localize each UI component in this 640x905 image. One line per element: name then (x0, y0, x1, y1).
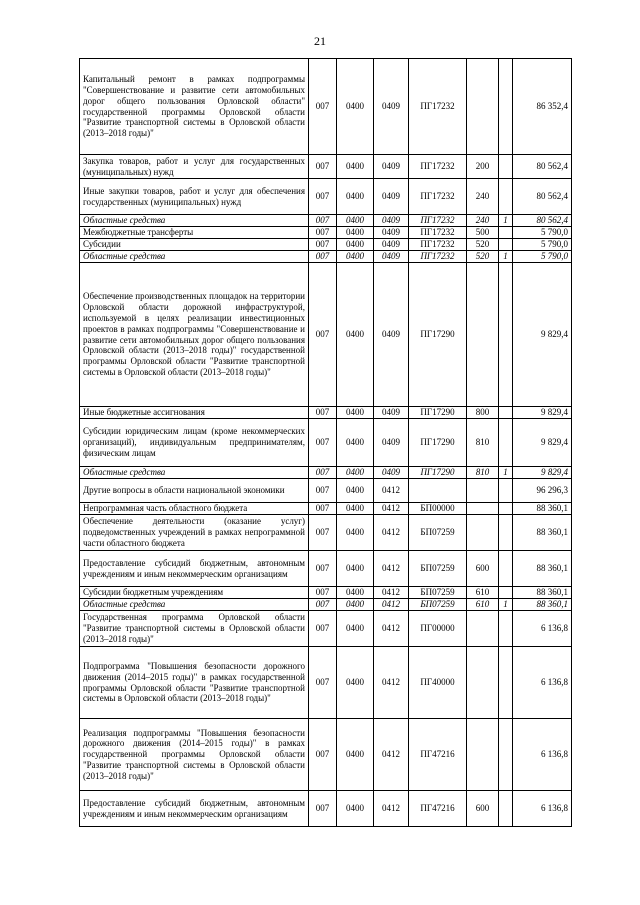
row-admin-code: 007 (309, 647, 337, 719)
row-name: Межбюджетные трансферты (80, 227, 309, 239)
table-row (80, 59, 572, 155)
table-row (80, 551, 572, 587)
row-name: Государственная программа Орловской области "Развитие транспортной системы в Орловской области (2013–2018 годы)" (80, 611, 309, 647)
row-section-code: 0400 (337, 419, 374, 467)
row-source-code (499, 719, 513, 791)
row-name: Предоставление субсидий бюджетным, автономным учреждениям и иным некоммерческим организациям (80, 551, 309, 587)
row-amount: 80 562,4 (513, 155, 572, 179)
row-admin-code: 007 (309, 515, 337, 551)
row-name: Подпрограмма "Повышения безопасности дорожного движения (2014–2015 годы)" в рамках государственной программы Орловской области "Развитие транспортной системы в Орловской области (2013–2018 годы)" (80, 647, 309, 719)
row-source-code (499, 239, 513, 251)
row-section-code: 0400 (337, 239, 374, 251)
row-expense-type (467, 515, 499, 551)
row-subsection-code: 0412 (374, 503, 409, 515)
table-row (80, 515, 572, 551)
row-source-code (499, 155, 513, 179)
row-expense-type (467, 59, 499, 155)
row-admin-code: 007 (309, 179, 337, 215)
row-expense-type: 240 (467, 179, 499, 215)
table-row (80, 791, 572, 827)
row-target-article: ПГ17290 (409, 263, 467, 407)
row-name: Областные средства (80, 251, 309, 263)
row-target-article: БП00000 (409, 503, 467, 515)
row-target-article: ПГ17232 (409, 215, 467, 227)
row-expense-type: 200 (467, 155, 499, 179)
row-subsection-code: 0409 (374, 215, 409, 227)
row-section-code: 0400 (337, 503, 374, 515)
table-row (80, 179, 572, 215)
row-amount: 6 136,8 (513, 719, 572, 791)
row-target-article (409, 479, 467, 503)
row-name: Субсидии юридическим лицам (кроме некоммерческих организаций), индивидуальным предпринимателям, физическим лицам (80, 419, 309, 467)
row-expense-type: 610 (467, 587, 499, 599)
row-amount: 5 790,0 (513, 251, 572, 263)
row-expense-type: 600 (467, 551, 499, 587)
row-subsection-code: 0409 (374, 155, 409, 179)
row-source-code (499, 407, 513, 419)
row-section-code: 0400 (337, 791, 374, 827)
row-amount: 6 136,8 (513, 791, 572, 827)
row-amount: 9 829,4 (513, 407, 572, 419)
row-admin-code: 007 (309, 479, 337, 503)
row-amount: 88 360,1 (513, 551, 572, 587)
row-source-code (499, 263, 513, 407)
row-target-article: ПГ17232 (409, 179, 467, 215)
table-row (80, 587, 572, 599)
row-name: Реализация подпрограммы "Повышения безопасности дорожного движения (2014–2015 годы)" в рамках государственной программы Орловской области "Развитие транспортной системы в Орловской области (2013–2018 годы)" (80, 719, 309, 791)
row-admin-code: 007 (309, 503, 337, 515)
row-section-code: 0400 (337, 479, 374, 503)
row-section-code: 0400 (337, 215, 374, 227)
row-name: Областные средства (80, 599, 309, 611)
row-section-code: 0400 (337, 59, 374, 155)
row-admin-code: 007 (309, 551, 337, 587)
row-target-article: ПГ47216 (409, 719, 467, 791)
row-target-article: ПГ17232 (409, 59, 467, 155)
row-amount: 9 829,4 (513, 419, 572, 467)
row-expense-type (467, 479, 499, 503)
row-admin-code: 007 (309, 227, 337, 239)
row-source-code (499, 227, 513, 239)
row-target-article: ПГ17232 (409, 239, 467, 251)
row-admin-code: 007 (309, 599, 337, 611)
row-target-article: БП07259 (409, 587, 467, 599)
row-expense-type: 810 (467, 419, 499, 467)
row-name: Областные средства (80, 467, 309, 479)
row-section-code: 0400 (337, 179, 374, 215)
row-source-code (499, 791, 513, 827)
row-section-code: 0400 (337, 251, 374, 263)
row-subsection-code: 0412 (374, 515, 409, 551)
row-name: Субсидии (80, 239, 309, 251)
row-name: Закупка товаров, работ и услуг для государственных (муниципальных) нужд (80, 155, 309, 179)
row-name: Иные закупки товаров, работ и услуг для обеспечения государственных (муниципальных) нужд (80, 179, 309, 215)
row-target-article: БП07259 (409, 515, 467, 551)
row-subsection-code: 0409 (374, 407, 409, 419)
row-expense-type: 800 (467, 407, 499, 419)
row-section-code: 0400 (337, 155, 374, 179)
row-target-article: ПГ17290 (409, 467, 467, 479)
row-source-code (499, 179, 513, 215)
row-expense-type: 610 (467, 599, 499, 611)
row-amount: 9 829,4 (513, 467, 572, 479)
budget-table-body (80, 59, 572, 827)
row-section-code: 0400 (337, 407, 374, 419)
row-section-code: 0400 (337, 263, 374, 407)
row-target-article: ПГ17232 (409, 227, 467, 239)
row-subsection-code: 0412 (374, 599, 409, 611)
row-expense-type: 810 (467, 467, 499, 479)
row-admin-code: 007 (309, 407, 337, 419)
row-expense-type (467, 611, 499, 647)
row-subsection-code: 0409 (374, 239, 409, 251)
row-amount: 88 360,1 (513, 587, 572, 599)
row-name: Другие вопросы в области национальной экономики (80, 479, 309, 503)
row-name: Обеспечение производственных площадок на территории Орловской области дорожной инфраструктурой, используемой в целях реализации инвестиционных проектов в рамках подпрограммы "Совершенствование и развитие сети автомобильных дорог общего пользования Орловской области (2013–2018 годы)" государственной программы Орловской области "Развитие транспортной системы в Орловской области (2013–2018 годы)" (80, 263, 309, 407)
row-target-article: БП07259 (409, 599, 467, 611)
row-target-article: ПГ40000 (409, 647, 467, 719)
row-subsection-code: 0412 (374, 719, 409, 791)
row-amount: 88 360,1 (513, 503, 572, 515)
row-subsection-code: 0409 (374, 227, 409, 239)
row-source-code (499, 611, 513, 647)
row-source-code (499, 551, 513, 587)
row-source-code (499, 587, 513, 599)
row-source-code (499, 479, 513, 503)
row-section-code: 0400 (337, 587, 374, 599)
table-row-regional-funds (80, 251, 572, 263)
row-admin-code: 007 (309, 215, 337, 227)
row-name: Предоставление субсидий бюджетным, автономным учреждениям и иным некоммерческим организациям (80, 791, 309, 827)
row-expense-type (467, 263, 499, 407)
row-expense-type: 240 (467, 215, 499, 227)
row-amount: 88 360,1 (513, 515, 572, 551)
table-row (80, 239, 572, 251)
row-source-code (499, 647, 513, 719)
row-source-code (499, 503, 513, 515)
row-admin-code: 007 (309, 419, 337, 467)
row-target-article: БП07259 (409, 551, 467, 587)
row-admin-code: 007 (309, 791, 337, 827)
row-target-article: ПГ17290 (409, 419, 467, 467)
table-row (80, 503, 572, 515)
table-row (80, 719, 572, 791)
table-row (80, 419, 572, 467)
row-subsection-code: 0409 (374, 467, 409, 479)
row-admin-code: 007 (309, 239, 337, 251)
row-expense-type (467, 503, 499, 515)
row-subsection-code: 0409 (374, 263, 409, 407)
row-source-code (499, 59, 513, 155)
row-target-article: ПГ17232 (409, 155, 467, 179)
row-amount: 96 296,3 (513, 479, 572, 503)
table-row-regional-funds (80, 215, 572, 227)
row-name: Субсидии бюджетным учреждениям (80, 587, 309, 599)
row-amount: 86 352,4 (513, 59, 572, 155)
row-source-code: 1 (499, 251, 513, 263)
row-section-code: 0400 (337, 227, 374, 239)
table-row (80, 263, 572, 407)
row-source-code: 1 (499, 215, 513, 227)
row-name: Иные бюджетные ассигнования (80, 407, 309, 419)
table-row-regional-funds (80, 599, 572, 611)
row-section-code: 0400 (337, 647, 374, 719)
row-section-code: 0400 (337, 551, 374, 587)
table-row (80, 647, 572, 719)
row-source-code (499, 419, 513, 467)
row-admin-code: 007 (309, 611, 337, 647)
row-subsection-code: 0409 (374, 251, 409, 263)
row-amount: 9 829,4 (513, 263, 572, 407)
table-row (80, 227, 572, 239)
row-name: Областные средства (80, 215, 309, 227)
row-subsection-code: 0409 (374, 179, 409, 215)
row-name: Капитальный ремонт в рамках подпрограммы "Совершенствование и развитие сети автомобильных дорог общего пользования Орловской области" государственной программы Орловской области "Развитие транспортной системы в Орловской области (2013–2018 годы)" (80, 59, 309, 155)
row-target-article: ПГ17232 (409, 251, 467, 263)
row-admin-code: 007 (309, 263, 337, 407)
row-admin-code: 007 (309, 719, 337, 791)
row-target-article: ПГ17290 (409, 407, 467, 419)
row-amount: 6 136,8 (513, 647, 572, 719)
row-amount: 6 136,8 (513, 611, 572, 647)
row-amount: 5 790,0 (513, 239, 572, 251)
table-row-regional-funds (80, 467, 572, 479)
row-expense-type: 600 (467, 791, 499, 827)
row-amount: 80 562,4 (513, 215, 572, 227)
row-admin-code: 007 (309, 587, 337, 599)
row-name: Непрограммная часть областного бюджета (80, 503, 309, 515)
row-subsection-code: 0409 (374, 419, 409, 467)
row-section-code: 0400 (337, 719, 374, 791)
page-number: 21 (314, 34, 326, 48)
row-section-code: 0400 (337, 467, 374, 479)
row-name: Обеспечение деятельности (оказание услуг) подведомственных учреждений в рамках непрограммной части областного бюджета (80, 515, 309, 551)
row-source-code (499, 515, 513, 551)
row-subsection-code: 0412 (374, 551, 409, 587)
row-amount: 80 562,4 (513, 179, 572, 215)
row-subsection-code: 0409 (374, 59, 409, 155)
row-section-code: 0400 (337, 611, 374, 647)
row-amount: 88 360,1 (513, 599, 572, 611)
row-admin-code: 007 (309, 59, 337, 155)
row-target-article: ПГ00000 (409, 611, 467, 647)
row-expense-type: 500 (467, 227, 499, 239)
table-row (80, 479, 572, 503)
row-section-code: 0400 (337, 515, 374, 551)
row-subsection-code: 0412 (374, 611, 409, 647)
budget-table (79, 58, 572, 827)
row-amount: 5 790,0 (513, 227, 572, 239)
row-source-code: 1 (499, 599, 513, 611)
row-admin-code: 007 (309, 155, 337, 179)
row-expense-type (467, 647, 499, 719)
row-subsection-code: 0412 (374, 791, 409, 827)
row-admin-code: 007 (309, 467, 337, 479)
table-row (80, 611, 572, 647)
row-admin-code: 007 (309, 251, 337, 263)
row-target-article: ПГ47216 (409, 791, 467, 827)
row-expense-type: 520 (467, 239, 499, 251)
row-subsection-code: 0412 (374, 479, 409, 503)
row-section-code: 0400 (337, 599, 374, 611)
row-subsection-code: 0412 (374, 647, 409, 719)
row-source-code: 1 (499, 467, 513, 479)
table-row (80, 155, 572, 179)
row-subsection-code: 0412 (374, 587, 409, 599)
row-expense-type: 520 (467, 251, 499, 263)
table-row (80, 407, 572, 419)
row-expense-type (467, 719, 499, 791)
